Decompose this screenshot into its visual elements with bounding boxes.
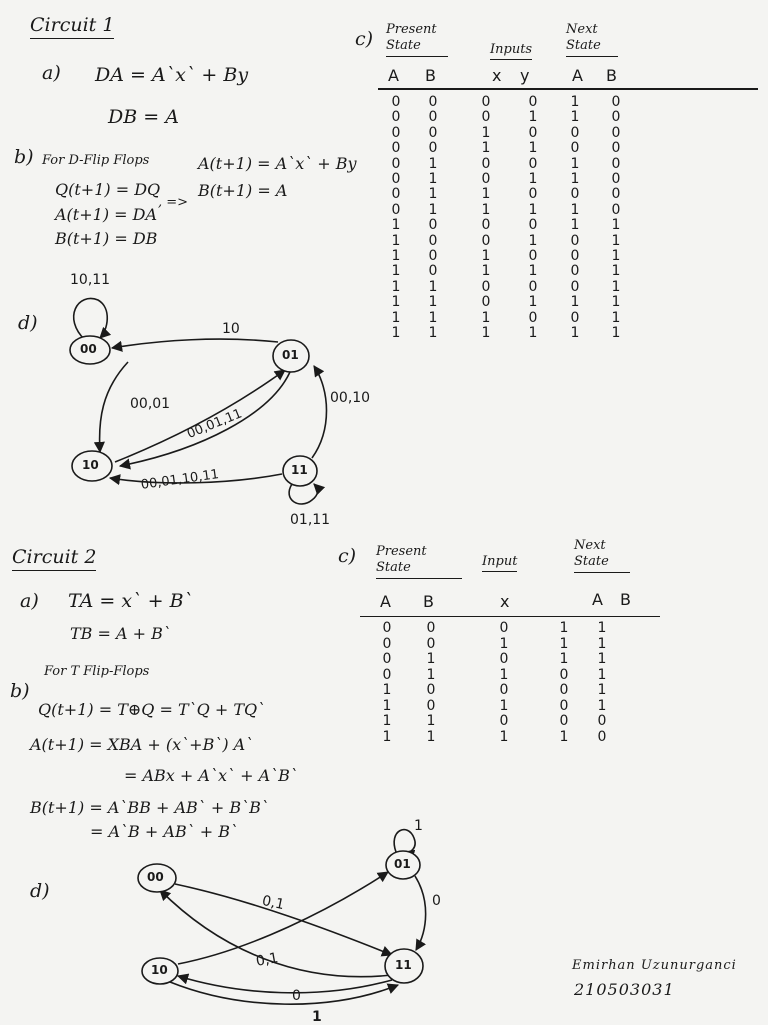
c2-table-cell: 0 — [382, 635, 392, 652]
c1-col-b: B — [425, 66, 436, 85]
c2-col-a: A — [380, 592, 391, 611]
c1-table-cell: 1 — [481, 186, 491, 203]
c1-b-res1: A(t+1) = A`x` + By — [198, 154, 357, 173]
c1-table-cell: 1 — [611, 294, 621, 311]
c1-edge-loop00 — [74, 299, 108, 340]
c1-t00-10-label: 00,01 — [130, 396, 171, 412]
c1-table-cell: 0 — [570, 263, 580, 280]
c2-hdr-input: Input — [482, 554, 517, 572]
c1-table-cell: 0 — [481, 109, 491, 126]
c2-part-d-label: d) — [30, 880, 50, 902]
c1-table-cell: 1 — [391, 325, 401, 342]
c2-table-cell: 1 — [382, 713, 392, 729]
c2-table-cell: 1 — [597, 682, 607, 698]
c1-hdr-inputs: Inputs — [490, 42, 532, 60]
c1-table-cell: 1 — [611, 232, 621, 249]
c2-hdr-next: Next State — [574, 538, 630, 573]
c1-state-10: 10 — [82, 458, 99, 472]
c1-table-cell: 0 — [570, 140, 580, 157]
c2-table-cell: 1 — [597, 697, 607, 714]
c1-table-cell: 0 — [528, 124, 538, 141]
c1-b-eq2: A(t+1) = DA — [55, 205, 158, 224]
c1-table-cell: 0 — [481, 217, 491, 234]
c2-table-cell: 1 — [382, 682, 392, 698]
c1-t11-01-label: 00,10 — [330, 390, 371, 406]
c1-table-cell: 1 — [428, 186, 438, 203]
c1-table-cell: 1 — [570, 294, 580, 311]
c1-t10-01-label: 00,01,11 — [185, 406, 245, 442]
c2-table-cell: 0 — [382, 651, 392, 667]
c2-table-cell: 1 — [426, 651, 436, 667]
c1-edge-10-01 — [115, 370, 285, 462]
c2-table-cell: 0 — [499, 620, 509, 636]
c1-table-cell: 1 — [528, 294, 538, 311]
c2-state-01: 01 — [394, 857, 411, 871]
c2-table-row — [376, 621, 620, 637]
c1-col-x: x — [492, 66, 502, 85]
c1-b-intro: For D-Flip Flops — [42, 153, 150, 168]
c2-b-intro: For T Flip-Flops — [44, 664, 150, 679]
c2-t10-11-label: 1 — [312, 1009, 322, 1025]
c2-table-cell: 0 — [382, 620, 392, 636]
circuit1-title: Circuit 1 — [30, 14, 114, 39]
c1-table-cell: 0 — [570, 248, 580, 265]
c1-b-arrow: , => — [158, 195, 189, 210]
c2-table-cell: 0 — [559, 682, 569, 698]
c1-table-cell: 1 — [428, 325, 438, 342]
c1-table-cell: 1 — [391, 232, 401, 249]
c2-table-cell: 0 — [426, 620, 436, 636]
c2-table-cell: 1 — [382, 728, 392, 745]
c1-table-cell: 0 — [611, 140, 621, 157]
c1-eq-da: DA = A`x` + By — [95, 64, 249, 86]
c1-part-a-label: a) — [42, 62, 61, 84]
c2-table-row — [376, 683, 620, 699]
c2-table-cell: 0 — [426, 697, 436, 714]
c1-table-cell: 0 — [611, 109, 621, 126]
c2-col-b: B — [423, 592, 434, 611]
c1-table-cell: 1 — [391, 309, 401, 326]
c1-t01-00-label: 10 — [222, 321, 240, 337]
c1-table-cell: 1 — [528, 109, 538, 126]
c2-col-x: x — [500, 592, 510, 611]
c1-table-cell: 0 — [391, 171, 401, 188]
c1-table-cell: 0 — [391, 94, 401, 110]
c1-table-cell: 1 — [611, 263, 621, 280]
c1-state-11: 11 — [291, 463, 308, 477]
c1-table-cell: 0 — [481, 171, 491, 188]
c2-table-cell: 1 — [597, 666, 607, 683]
c1-table-cell: 1 — [570, 201, 580, 218]
c1-table-cell: 0 — [428, 109, 438, 126]
c1-eq-db: DB = A — [108, 106, 179, 128]
c2-b-eq4: B(t+1) = A`BB + AB` + B`B` — [30, 798, 269, 817]
c1-table-cell: 0 — [570, 309, 580, 326]
c1-table-cell: 1 — [528, 263, 538, 280]
c1-b-eq1: Q(t+1) = DQ — [55, 180, 161, 199]
c2-table-cell: 1 — [382, 697, 392, 714]
c1-table-cell: 1 — [481, 201, 491, 218]
c1-table-cell: 0 — [528, 217, 538, 234]
c2-table-cell: 0 — [597, 713, 607, 729]
c1-t11-10-label: 00,01,10,11 — [140, 467, 220, 493]
c1-table-cell: 1 — [391, 217, 401, 234]
c1-table-cell: 1 — [481, 124, 491, 141]
c2-table-cell: 1 — [499, 728, 509, 745]
c2-state-11: 11 — [395, 958, 412, 972]
c1-table-cell: 1 — [528, 171, 538, 188]
c1-table-cell: 1 — [481, 325, 491, 342]
c2-table-cell: 0 — [499, 682, 509, 698]
c2-table-cell: 1 — [426, 713, 436, 729]
c1-table-cell: 0 — [391, 140, 401, 157]
c1-table-cell: 0 — [391, 124, 401, 141]
c1-table-cell: 1 — [528, 325, 538, 342]
c2-table-cell: 1 — [426, 666, 436, 683]
c1-table-cell: 0 — [391, 155, 401, 172]
c1-part-c-label: c) — [355, 28, 374, 50]
c1-table-cell: 0 — [611, 186, 621, 203]
c1-loop11-label: 01,11 — [290, 512, 331, 528]
signature-id: 210503031 — [574, 980, 675, 999]
c1-table-cell: 0 — [428, 217, 438, 234]
c1-table-cell: 1 — [611, 325, 621, 342]
c2-table-cell: 1 — [426, 728, 436, 745]
c1-edge-11-01 — [312, 366, 327, 458]
c1-table-cell: 1 — [570, 325, 580, 342]
c2-col-nb: B — [620, 590, 631, 609]
c2-table-cell: 1 — [499, 697, 509, 714]
c1-table-cell: 1 — [611, 278, 621, 295]
c2-table-row — [376, 652, 620, 668]
c1-edge-00-10 — [100, 362, 128, 452]
c1-table-cell: 0 — [570, 124, 580, 141]
c1-table-cell: 0 — [481, 232, 491, 249]
c1-table-cell: 0 — [528, 248, 538, 265]
c1-table-cell: 1 — [528, 140, 538, 157]
c2-table-cell: 0 — [559, 666, 569, 683]
c2-table-row — [376, 699, 620, 715]
c1-table-cell: 0 — [428, 248, 438, 265]
c1-edge-loop11 — [289, 484, 317, 504]
c2-t01-11-label: 0 — [432, 893, 441, 909]
c1-col-nb: B — [606, 66, 617, 85]
circuit2-title: Circuit 2 — [12, 546, 96, 571]
c1-table-cell: 1 — [481, 263, 491, 280]
c1-edge-01-00 — [112, 339, 278, 348]
c1-table-cell: 1 — [481, 309, 491, 326]
c2-table-cell: 0 — [499, 713, 509, 729]
c1-hdr-next: Next State — [566, 22, 618, 57]
c1-table-cell: 0 — [570, 232, 580, 249]
c2-table-row — [376, 637, 620, 653]
c1-state-00: 00 — [80, 342, 97, 356]
c2-table-cell: 1 — [597, 620, 607, 636]
c2-table-cell: 1 — [559, 651, 569, 667]
c2-t11-00-label: 0,1 — [254, 950, 280, 970]
c1-table-cell: 1 — [570, 94, 580, 110]
c1-hdr-present: Present State — [386, 22, 448, 57]
c1-table-cell: 0 — [611, 201, 621, 218]
c1-table-cell: 1 — [611, 248, 621, 265]
c2-edge-loop01 — [394, 830, 415, 853]
c2-state-00: 00 — [147, 870, 164, 884]
c2-table-cell: 0 — [382, 666, 392, 683]
c1-edge-01-10 — [120, 372, 290, 466]
c2-edge-10-01 — [178, 872, 388, 964]
c2-table-row — [376, 714, 620, 730]
c1-table-cell: 1 — [528, 201, 538, 218]
c2-state-10: 10 — [151, 963, 168, 977]
c1-loop00-label: 10,11 — [70, 272, 111, 288]
c1-b-res2: B(t+1) = A — [198, 181, 288, 200]
c1-table-cell: 0 — [428, 94, 438, 110]
c1-table-cell: 1 — [391, 294, 401, 311]
c2-table-cell: 1 — [559, 728, 569, 745]
signature-name: Emirhan Uzunurganci — [572, 958, 737, 973]
c1-table-cell: 0 — [570, 278, 580, 295]
c1-table-cell: 0 — [481, 278, 491, 295]
c2-table-cell: 0 — [499, 651, 509, 667]
c2-part-c-label: c) — [338, 545, 357, 567]
c2-table-row — [376, 730, 620, 746]
c1-table-cell: 1 — [570, 171, 580, 188]
c1-table-cell: 0 — [528, 278, 538, 295]
c2-b-eq5: = A`B + AB` + B` — [90, 822, 239, 841]
c1-col-a: A — [388, 66, 399, 85]
c2-table-cell: 0 — [426, 682, 436, 698]
c1-table-cell: 1 — [428, 294, 438, 311]
c1-col-na: A — [572, 66, 583, 85]
c2-table-cell: 1 — [499, 666, 509, 683]
c1-table-cell: 0 — [481, 94, 491, 110]
c2-loop01-label: 1 — [414, 818, 423, 834]
c2-table-cell: 1 — [597, 651, 607, 667]
c2-edge-00-11 — [175, 884, 392, 955]
c1-table-cell: 0 — [391, 201, 401, 218]
c2-b-eq2: A(t+1) = XBA + (x`+B`) A` — [30, 735, 254, 754]
c1-table-cell: 1 — [570, 109, 580, 126]
c2-part-a-label: a) — [20, 590, 39, 612]
c1-state-01: 01 — [282, 348, 299, 362]
c2-table-cell: 0 — [559, 697, 569, 714]
c1-table-cell: 0 — [611, 155, 621, 172]
c1-table-cell: 0 — [611, 171, 621, 188]
c1-table-cell: 1 — [391, 248, 401, 265]
c1-table-cell: 0 — [611, 124, 621, 141]
c1-table-cell: 0 — [481, 294, 491, 311]
c1-table-cell: 1 — [428, 171, 438, 188]
c1-table-cell: 1 — [570, 155, 580, 172]
c1-b-eq3: B(t+1) = DB — [55, 229, 158, 248]
c2-header-divider — [360, 616, 660, 617]
c2-b-eq3: = ABx + A`x` + A`B` — [124, 766, 298, 785]
c2-eq-ta: TA = x` + B` — [68, 590, 194, 612]
c2-table-row — [376, 668, 620, 684]
c1-table-cell: 1 — [428, 309, 438, 326]
c1-edge-11-10 — [110, 474, 282, 483]
c2-table-cell: 0 — [426, 635, 436, 652]
c1-table-cell: 0 — [528, 155, 538, 172]
c2-edge-11-10 — [178, 976, 392, 993]
c2-table-cell: 1 — [559, 635, 569, 652]
c2-table-cell: 1 — [597, 635, 607, 652]
c2-table-cell: 1 — [559, 620, 569, 636]
c2-table-cell: 1 — [499, 635, 509, 652]
c2-table-cell: 0 — [559, 713, 569, 729]
c1-table-cell: 1 — [428, 278, 438, 295]
c2-col-na: A — [592, 590, 603, 609]
c2-truth-table — [376, 621, 620, 745]
c1-table-cell: 0 — [570, 186, 580, 203]
c1-table-cell: 0 — [391, 186, 401, 203]
c1-table-cell: 0 — [428, 140, 438, 157]
c2-eq-tb: TB = A + B` — [70, 624, 171, 643]
c1-table-cell: 0 — [428, 124, 438, 141]
c1-table-cell: 0 — [481, 155, 491, 172]
c1-table-cell: 0 — [611, 94, 621, 110]
c1-table-cell: 1 — [570, 217, 580, 234]
c1-table-cell: 0 — [528, 186, 538, 203]
c1-part-d-label: d) — [18, 312, 38, 334]
c2-b-eq1: Q(t+1) = T⊕Q = T`Q + TQ` — [38, 700, 266, 719]
c1-table-cell: 1 — [611, 309, 621, 326]
c1-table-cell: 0 — [428, 263, 438, 280]
c1-table-cell: 1 — [528, 232, 538, 249]
c1-table-cell: 1 — [391, 263, 401, 280]
c1-table-cell: 1 — [391, 278, 401, 295]
c1-table-cell: 1 — [428, 201, 438, 218]
c1-col-y: y — [520, 66, 530, 85]
c2-part-b-label: b) — [10, 680, 30, 702]
c1-table-cell: 1 — [428, 155, 438, 172]
c1-part-b-label: b) — [14, 146, 34, 168]
c2-t11-10-label: 0 — [292, 988, 301, 1004]
c1-table-cell: 0 — [391, 109, 401, 126]
c1-table-cell: 1 — [611, 217, 621, 234]
c2-edge-01-11 — [415, 876, 426, 950]
c1-table-cell: 1 — [481, 248, 491, 265]
c1-table-cell: 0 — [528, 309, 538, 326]
c1-table-cell: 0 — [528, 94, 538, 110]
c2-hdr-present: Present State — [376, 544, 462, 579]
c1-table-cell: 0 — [428, 232, 438, 249]
c1-table-cell: 1 — [481, 140, 491, 157]
c2-table-cell: 0 — [597, 728, 607, 745]
c2-t00-11-label: 0,1 — [260, 892, 286, 914]
